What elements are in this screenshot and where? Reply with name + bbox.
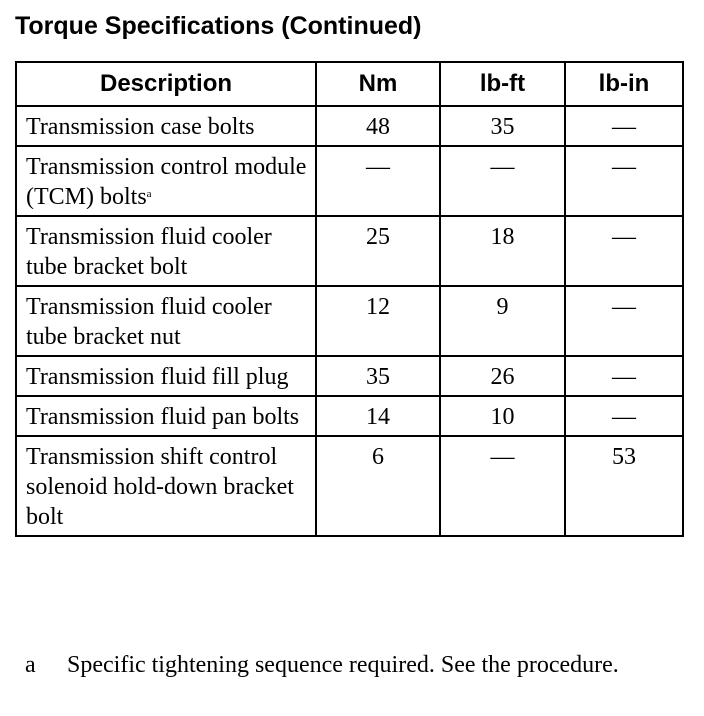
row-lb-ft: 35: [440, 106, 565, 146]
row-nm: 48: [316, 106, 440, 146]
row-description: [16, 436, 316, 536]
row-description: [16, 146, 316, 216]
row-lb-ft: —: [440, 436, 565, 536]
description-text: Transmission fluid pan bolts: [26, 404, 300, 430]
table-row: [16, 146, 683, 216]
description-text: Transmission control module (TCM) bolts: [26, 154, 307, 210]
description-text: Transmission shift control solenoid hold-down bracket bolt: [26, 444, 294, 530]
row-lb-in: —: [565, 356, 683, 396]
row-nm: 12: [316, 286, 440, 356]
table-row: [16, 356, 683, 396]
table-header-row: [16, 62, 683, 106]
table-row: [16, 286, 683, 356]
footnote: [25, 650, 665, 680]
row-lb-ft: 10: [440, 396, 565, 436]
header-lb-in: lb-in: [565, 62, 683, 106]
footnote-marker: a: [146, 188, 152, 200]
row-description: [16, 106, 316, 146]
table-row: [16, 396, 683, 436]
header-lb-ft: lb-ft: [440, 62, 565, 106]
row-description: [16, 216, 316, 286]
row-description: [16, 396, 316, 436]
row-description: [16, 286, 316, 356]
row-lb-in: —: [565, 286, 683, 356]
row-lb-ft: 18: [440, 216, 565, 286]
row-lb-in: —: [565, 106, 683, 146]
row-nm: 25: [316, 216, 440, 286]
row-lb-in: —: [565, 396, 683, 436]
footnote-mark: a: [25, 652, 36, 678]
table-row: [16, 106, 683, 146]
row-lb-in: —: [565, 216, 683, 286]
description-text: Transmission fluid cooler tube bracket bolt: [26, 224, 272, 280]
row-lb-in: 53: [565, 436, 683, 536]
row-lb-in: —: [565, 146, 683, 216]
description-text: Transmission case bolts: [26, 114, 255, 140]
table-row: [16, 216, 683, 286]
row-description: [16, 356, 316, 396]
row-nm: —: [316, 146, 440, 216]
header-nm: Nm: [316, 62, 440, 106]
row-nm: 35: [316, 356, 440, 396]
description-text: Transmission fluid cooler tube bracket nut: [26, 294, 272, 350]
page-title: Torque Specifications (Continued): [15, 12, 422, 40]
row-nm: 14: [316, 396, 440, 436]
footnote-text: Specific tightening sequence required. See the procedure.: [67, 652, 619, 678]
description-text: Transmission fluid fill plug: [26, 364, 289, 390]
header-description: Description: [16, 62, 316, 106]
row-nm: 6: [316, 436, 440, 536]
table-row: [16, 436, 683, 536]
torque-spec-table: [15, 61, 684, 537]
row-lb-ft: —: [440, 146, 565, 216]
row-lb-ft: 26: [440, 356, 565, 396]
row-lb-ft: 9: [440, 286, 565, 356]
